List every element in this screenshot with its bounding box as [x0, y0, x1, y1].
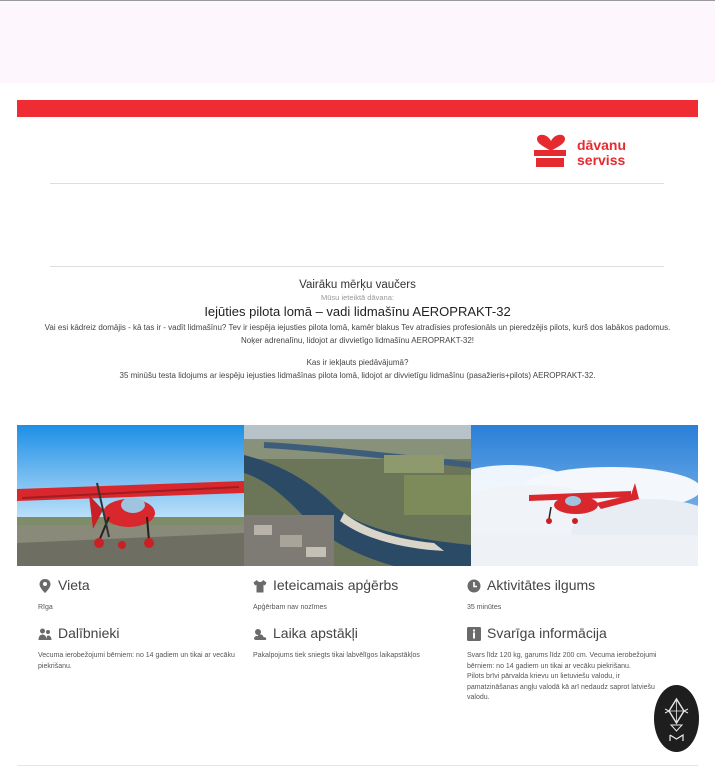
weather-icon	[253, 627, 267, 641]
photo-aerial-river[interactable]	[244, 425, 471, 566]
divider	[17, 765, 698, 766]
clock-icon	[467, 579, 481, 593]
photo-plane-on-ground[interactable]	[17, 425, 244, 566]
tshirt-icon	[253, 579, 267, 593]
info-clothing	[253, 577, 458, 614]
red-banner-bar	[17, 100, 698, 117]
offer-question: Kas ir iekļauts piedāvājumā?	[306, 358, 409, 367]
info-participants	[38, 625, 243, 672]
info-title: Laika apstākļi	[273, 625, 358, 641]
info-title: Vieta	[58, 577, 90, 593]
gift-heart-icon	[533, 129, 569, 169]
info-important	[467, 625, 672, 704]
info-text: Apģērbam nav nozīmes	[253, 604, 327, 611]
watermark-badge[interactable]	[654, 685, 699, 752]
info-title: Ieteicamais apģērbs	[273, 577, 399, 593]
info-text-line: Pilots brīvi pārvalda krievu un lietuviešu valodu, ir pamatzināšanas angļu valodā kā arī nedaudz saprot latviešu valodu.	[467, 673, 655, 701]
info-text: Rīga	[38, 604, 53, 611]
info-text-line: Svars līdz 120 kg, garums līdz 200 cm. Vecuma ierobežojumi bērniem: no 14 gadiem un tikai ar vecāku piekrišanu.	[467, 652, 657, 670]
info-title: Aktivitātes ilgums	[487, 577, 596, 593]
location-pin-icon	[38, 579, 52, 593]
logo-text	[577, 138, 626, 168]
voucher-description: Vai esi kādreiz domājis - kā tas ir - vadīt lidmašīnu? Tev ir iespēja iejusties pilota lomā, kamēr blakus Tev atradīsies profesionāls un pieredzējis pilots, kurš dos labākos padomus. Noķer adrenalīnu, lidojot ar divvietīgo lidmašīnu AEROPRAKT-32!	[44, 323, 671, 345]
info-text: 35 minūtes	[467, 604, 502, 611]
logo-line-2: serviss	[577, 152, 626, 168]
header-band	[0, 1, 715, 83]
info-text: Pakalpojums tiek sniegts tikai labvēlīgos laikapstākļos	[253, 652, 420, 659]
divider	[50, 266, 664, 267]
info-duration	[467, 577, 672, 614]
info-icon	[467, 627, 481, 641]
info-text: Vecuma ierobežojumi bērniem: no 14 gadiem un tikai ar vecāku piekrišanu.	[38, 652, 235, 670]
voucher-subtitle: Mūsu ieteiktā dāvana:	[321, 293, 394, 302]
voucher-headline[interactable]: Iejūties pilota lomā – vadi lidmašīnu AEROPRAKT-32	[204, 304, 511, 319]
participants-icon	[38, 627, 52, 641]
photo-plane-above-clouds[interactable]	[471, 425, 698, 566]
crystal-emblem-icon	[654, 685, 699, 752]
voucher-title: Vairāku mērķu vaučers	[299, 279, 416, 291]
divider	[50, 183, 664, 184]
info-weather	[253, 625, 458, 662]
info-text	[467, 651, 672, 704]
info-location	[38, 577, 243, 614]
offer-answer: 35 minūšu testa lidojums ar iespēju iejusties lidmašīnas pilota lomā, lidojot ar divvietīgu lidmašīnu (pasažieris+pilots) AEROPRAKT-32.	[119, 371, 596, 380]
davanu-serviss-logo[interactable]	[533, 129, 643, 173]
logo-line-1: dāvanu	[577, 137, 627, 153]
info-title: Svarīga informācija	[487, 625, 607, 641]
info-title: Dalībnieki	[58, 625, 120, 641]
